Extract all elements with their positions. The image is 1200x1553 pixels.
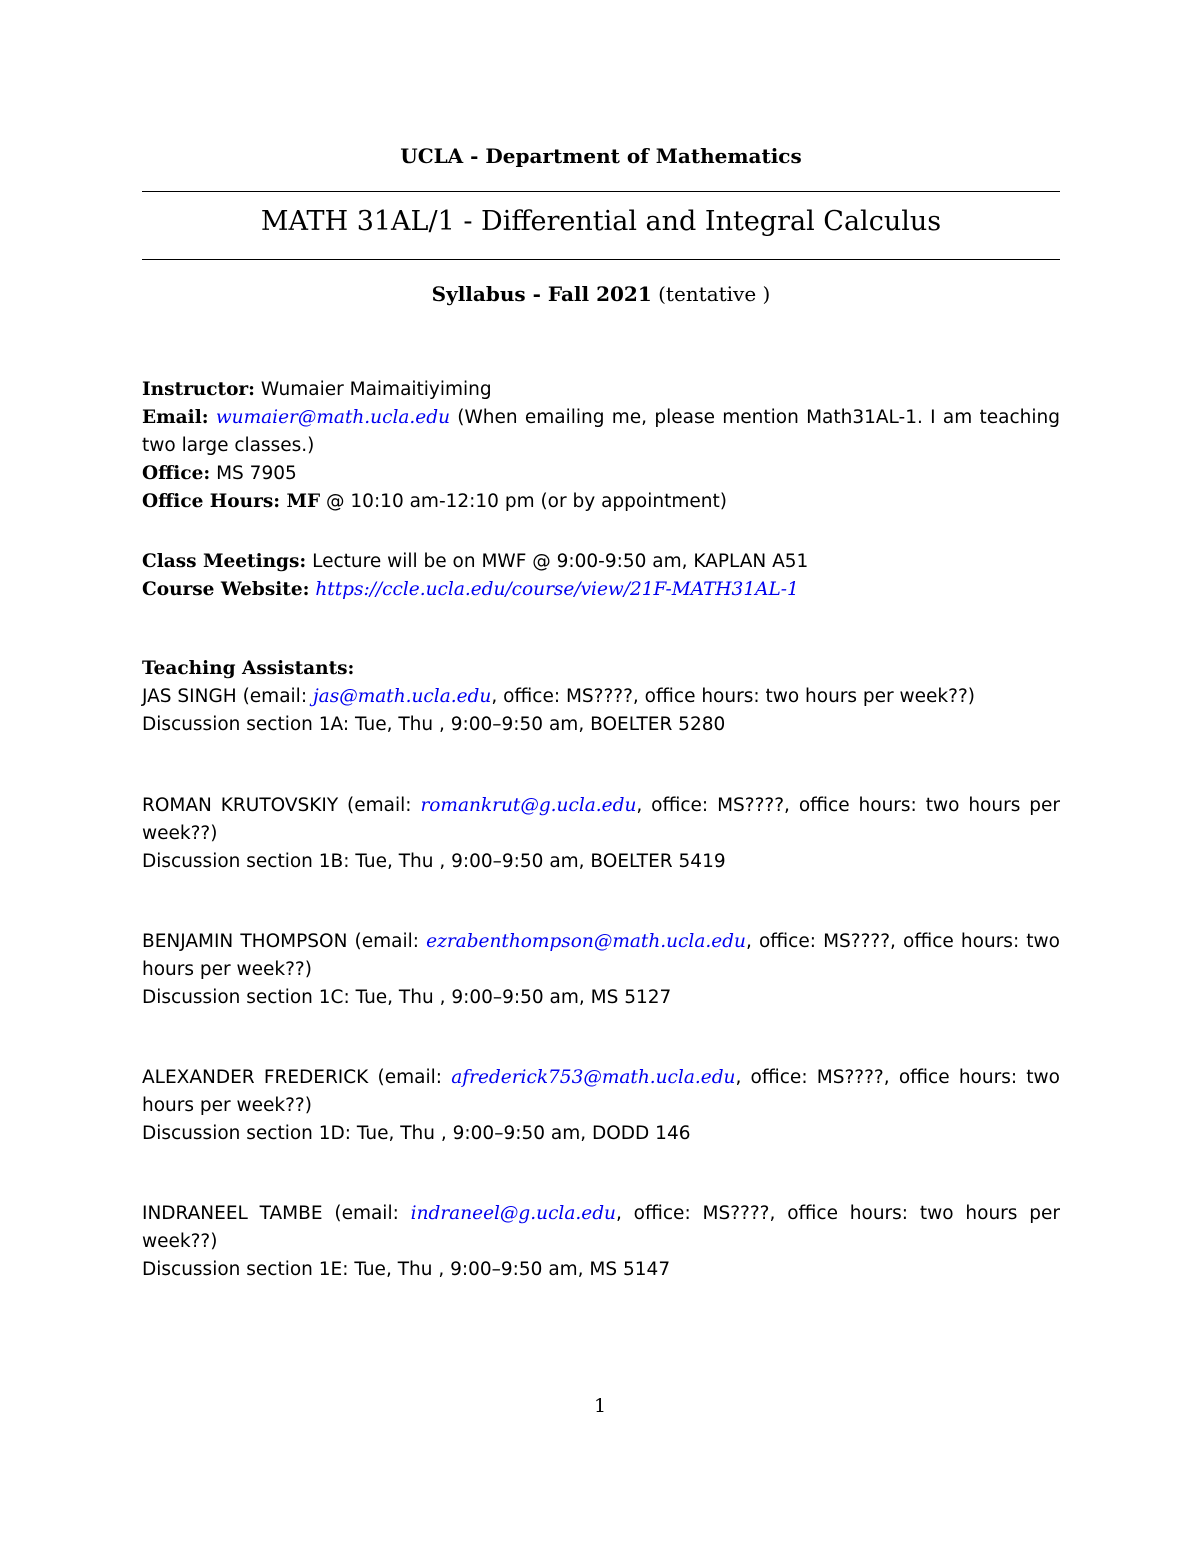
ta-section: Discussion section 1D: Tue, Thu , 9:00–9:50 am, DODD 146 [142,1123,691,1144]
office-hours-line [142,488,1060,516]
ta-entry [142,1064,1060,1148]
ta-section: Discussion section 1E: Tue, Thu , 9:00–9:50 am, MS 5147 [142,1259,671,1280]
ta-office-info: , office: MS????, office hours: two hours per week??) [142,1067,1061,1116]
ta-entry [142,683,1060,739]
class-meetings-label: Class Meetings: [142,551,307,572]
ta-email-link[interactable]: afrederick753@math.ucla.edu [451,1067,736,1088]
ta-entry [142,1200,1060,1284]
syllabus-subtitle [142,282,1060,306]
ta-entry [142,928,1060,1012]
ta-contact [142,792,1060,848]
ta-section: Discussion section 1A: Tue, Thu , 9:00–9:50 am, BOELTER 5280 [142,714,726,735]
email-note: (When emailing me, please mention Math31AL-1. I am teaching two large classes.) [142,407,1060,456]
office-line [142,460,1060,488]
course-title: MATH 31AL/1 - Differential and Integral Calculus [260,206,942,237]
office-hours-days: MF [280,491,321,512]
office-label: Office: [142,463,211,484]
ta-email-link[interactable]: ezrabenthompson@math.ucla.edu [426,931,746,952]
page-number: 1 [593,1395,607,1417]
department-heading: UCLA - Department of Mathematics [400,144,802,168]
office-hours-label: Office Hours: [142,491,281,512]
instructor-email-link[interactable]: wumaier@math.ucla.edu [215,407,450,428]
ta-office-info: , office: MS????, office hours: two hours per week??) [142,795,1060,844]
class-meetings-line [142,548,1060,576]
ta-name: BENJAMIN THOMPSON (email: [142,931,427,952]
ta-section: Discussion section 1C: Tue, Thu , 9:00–9:50 am, MS 5127 [142,987,672,1008]
ta-contact [142,1200,1060,1256]
ta-name: INDRANEEL TAMBE (email: [142,1203,411,1224]
instructor-line [142,376,1060,404]
course-website-label: Course Website: [142,579,310,600]
class-block [142,548,1060,604]
syllabus-prefix: Syllabus - [431,282,548,306]
ta-email-link[interactable]: romankrut@g.ucla.edu [420,795,637,816]
office-hours-value: @ 10:10 am-12:10 pm (or by appointment) [320,491,727,512]
ta-contact [142,1064,1060,1120]
syllabus-term: Fall 2021 [547,282,652,306]
instructor-name: Wumaier Maimaitiyiming [255,379,492,400]
ta-email-link[interactable]: jas@math.ucla.edu [312,686,492,707]
ta-name: ALEXANDER FREDERICK (email: [142,1067,452,1088]
ta-section: Discussion section 1B: Tue, Thu , 9:00–9:50 am, BOELTER 5419 [142,851,726,872]
course-website-link[interactable]: https://ccle.ucla.edu/course/view/21F-MATH31AL-1 [315,579,799,600]
office-value: MS 7905 [210,463,297,484]
top-rule [142,191,1060,192]
email-line [142,404,1060,460]
ta-office-info: , office: MS????, office hours: two hours per week??) [491,686,976,707]
instructor-label: Instructor: [142,379,255,400]
ta-office-info: , office: MS????, office hours: two hours per week??) [142,1203,1060,1252]
ta-name: ROMAN KRUTOVSKIY (email: [142,795,421,816]
ta-office-info: , office: MS????, office hours: two hours per week??) [142,931,1060,980]
ta-email-link[interactable]: indraneel@g.ucla.edu [410,1203,616,1224]
ta-heading: Teaching Assistants: [142,658,355,679]
course-website-line [142,576,1060,604]
ta-entry [142,792,1060,876]
instructor-block [142,376,1060,516]
class-meetings-value: Lecture will be on MWF @ 9:00-9:50 am, KAPLAN A51 [306,551,809,572]
ta-contact [142,928,1060,984]
syllabus-suffix: (tentative ) [651,282,771,306]
ta-contact [142,683,1060,711]
ta-name: JAS SINGH (email: [142,686,313,707]
bottom-rule [142,259,1060,260]
email-label: Email: [142,407,209,428]
ta-heading-block [142,655,1060,683]
